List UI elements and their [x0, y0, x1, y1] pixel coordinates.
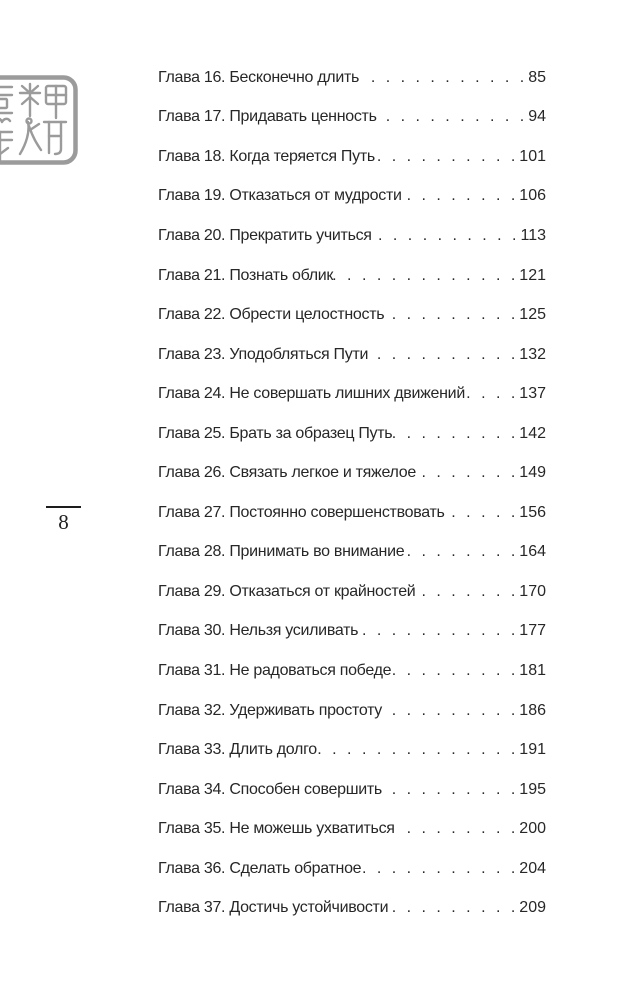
toc-entry	[158, 98, 546, 138]
toc-entry	[158, 572, 546, 612]
toc-entry	[158, 651, 546, 691]
toc-entry	[158, 849, 546, 889]
dot-leader	[415, 583, 519, 601]
dot-leader	[465, 385, 519, 403]
toc-entry-page: 186	[519, 701, 546, 719]
toc-list	[158, 58, 546, 928]
toc-entry	[158, 374, 546, 414]
toc-entry-page: 149	[519, 464, 546, 482]
dot-leader	[372, 227, 521, 245]
toc-entry-page: 195	[519, 780, 546, 798]
chinese-seal-stamp-icon	[0, 74, 79, 166]
toc-entry-title: Глава 19. Отказаться от мудрости	[158, 187, 402, 205]
folio-block	[45, 506, 82, 533]
toc-entry-page: 209	[519, 899, 546, 917]
toc-entry-page: 164	[519, 543, 546, 561]
toc-entry-page: 121	[519, 266, 546, 284]
toc-entry	[158, 691, 546, 731]
toc-entry-title: Глава 33. Длить долго	[158, 741, 317, 759]
toc-entry-title: Глава 31. Не радоваться победе	[158, 661, 392, 679]
dot-leader	[388, 899, 519, 917]
toc-entry-title: Глава 32. Удерживать простоту	[158, 701, 382, 719]
toc-entry-title: Глава 24. Не совершать лишних движений	[158, 385, 465, 403]
dot-leader	[375, 148, 519, 166]
toc-entry	[158, 612, 546, 652]
toc-entry-title: Глава 36. Сделать обратное	[158, 859, 362, 877]
toc-entry-title: Глава 22. Обрести целостность	[158, 306, 385, 324]
dot-leader	[445, 504, 520, 522]
toc-entry-page: 132	[519, 345, 546, 363]
toc-entry	[158, 533, 546, 573]
toc-entry-page: 204	[519, 859, 546, 877]
toc-entry-title: Глава 17. Придавать ценность	[158, 108, 377, 126]
toc-entry-page: 85	[528, 68, 546, 86]
toc-entry	[158, 335, 546, 375]
toc-entry-title: Глава 26. Связать легкое и тяжелое	[158, 464, 416, 482]
toc-entry-page: 137	[519, 385, 546, 403]
dot-leader	[395, 820, 520, 838]
toc-entry	[158, 809, 546, 849]
toc-entry-page: 177	[519, 622, 546, 640]
dot-leader	[404, 543, 519, 561]
dot-leader	[402, 187, 520, 205]
dot-leader	[382, 781, 519, 799]
toc-entry	[158, 493, 546, 533]
toc-entry	[158, 177, 546, 217]
toc-entry	[158, 414, 546, 454]
toc-entry	[158, 256, 546, 296]
toc-entry-title: Глава 30. Нельзя усиливать	[158, 622, 359, 640]
dot-leader	[333, 267, 519, 285]
toc-entry-page: 156	[519, 503, 546, 521]
toc-entry-title: Глава 34. Способен совершить	[158, 780, 382, 798]
toc-entry-title: Глава 27. Постоянно совершенствовать	[158, 503, 445, 521]
toc-entry	[158, 58, 546, 98]
toc-entry	[158, 137, 546, 177]
toc-entry-title: Глава 21. Познать облик	[158, 266, 334, 284]
toc-entry	[158, 888, 546, 928]
dot-leader	[382, 702, 519, 720]
folio-rule	[46, 506, 81, 508]
toc-entry-title: Глава 25. Брать за образец Путь	[158, 424, 393, 442]
dot-leader	[384, 306, 519, 324]
toc-entry-page: 101	[519, 147, 546, 165]
toc-entry-title: Глава 16. Бесконечно длить	[158, 68, 360, 86]
toc-entry-title: Глава 23. Уподобляться Пути	[158, 345, 369, 363]
toc-entry	[158, 770, 546, 810]
toc-entry-title: Глава 29. Отказаться от крайностей	[158, 582, 416, 600]
dot-leader	[358, 622, 519, 640]
toc-entry-title: Глава 18. Когда теряется Путь	[158, 147, 375, 165]
toc-entry-title: Глава 20. Прекратить учиться	[158, 226, 372, 244]
toc-entry-title: Глава 28. Принимать во внимание	[158, 543, 405, 561]
toc-entry-page: 142	[519, 424, 546, 442]
toc-entry-page: 106	[519, 187, 546, 205]
toc-entry-title: Глава 35. Не можешь ухватиться	[158, 820, 395, 838]
dot-leader	[392, 425, 519, 443]
toc-entry-page: 191	[519, 741, 546, 759]
toc-entry	[158, 295, 546, 335]
toc-entry-page: 170	[519, 582, 546, 600]
folio-number: 8	[58, 510, 69, 534]
dot-leader	[391, 662, 519, 680]
toc-entry-page: 200	[519, 820, 546, 838]
toc-entry-page: 113	[520, 226, 546, 244]
dot-leader	[416, 464, 519, 482]
toc-entry-title: Глава 37. Достичь устойчивости	[158, 899, 389, 917]
toc-entry	[158, 730, 546, 770]
toc-entry	[158, 216, 546, 256]
toc-entry	[158, 453, 546, 493]
dot-leader	[359, 69, 528, 87]
toc-entry-page: 125	[519, 306, 546, 324]
dot-leader	[317, 741, 519, 759]
toc-entry-page: 94	[528, 108, 546, 126]
dot-leader	[361, 860, 519, 878]
toc-entry-page: 181	[519, 661, 546, 679]
dot-leader	[368, 346, 519, 364]
dot-leader	[377, 108, 529, 126]
